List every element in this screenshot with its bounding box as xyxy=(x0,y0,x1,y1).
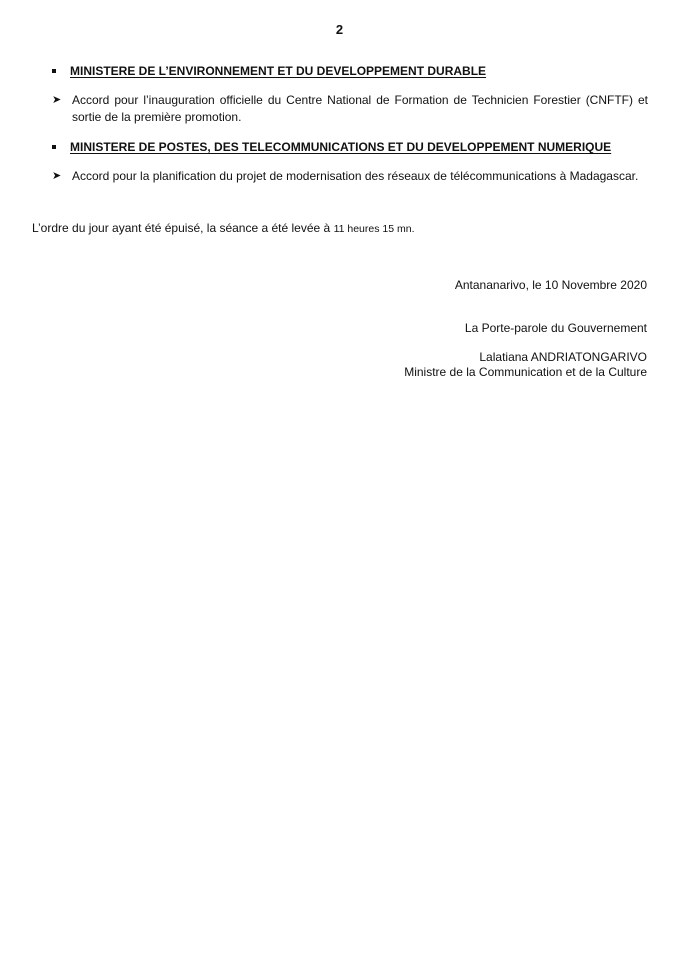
list-item-text: Accord pour l’inauguration officielle du Centre National de Formation de Technicien Forestier (CNFTF) et sortie de la première promotion. xyxy=(72,93,648,124)
closing-text: L’ordre du jour ayant été épuisé, la séance a été levée à xyxy=(32,221,331,235)
signatory-role: La Porte-parole du Gouvernement xyxy=(464,321,647,335)
signatory-title: Ministre de la Communication et de la Culture xyxy=(404,365,647,379)
page-number: 2 xyxy=(335,22,344,37)
signatory-name: Lalatiana ANDRIATONGARIVO xyxy=(479,350,647,364)
list-item-text: Accord pour la planification du projet de modernisation des réseaux de télécommunications à Madagascar. xyxy=(72,169,639,183)
arrow-bullet-icon: ➤ xyxy=(52,94,62,106)
section-heading-environment xyxy=(52,64,652,78)
square-bullet-icon xyxy=(52,69,56,73)
arrow-bullet-icon: ➤ xyxy=(52,170,62,182)
square-bullet-icon xyxy=(52,145,56,149)
list-item xyxy=(52,168,648,185)
section-heading-text: MINISTERE DE L’ENVIRONNEMENT ET DU DEVELOPPEMENT DURABLE xyxy=(70,64,487,78)
section-heading-text: MINISTERE DE POSTES, DES TELECOMMUNICATIONS ET DU DEVELOPPEMENT NUMERIQUE xyxy=(70,140,612,154)
section-heading-telecommunications xyxy=(52,140,652,154)
place-date: Antananarivo, le 10 Novembre 2020 xyxy=(454,278,647,292)
closing-time: 11 heures 15 mn. xyxy=(333,223,415,235)
list-item xyxy=(52,92,648,126)
closing-statement xyxy=(32,221,415,235)
